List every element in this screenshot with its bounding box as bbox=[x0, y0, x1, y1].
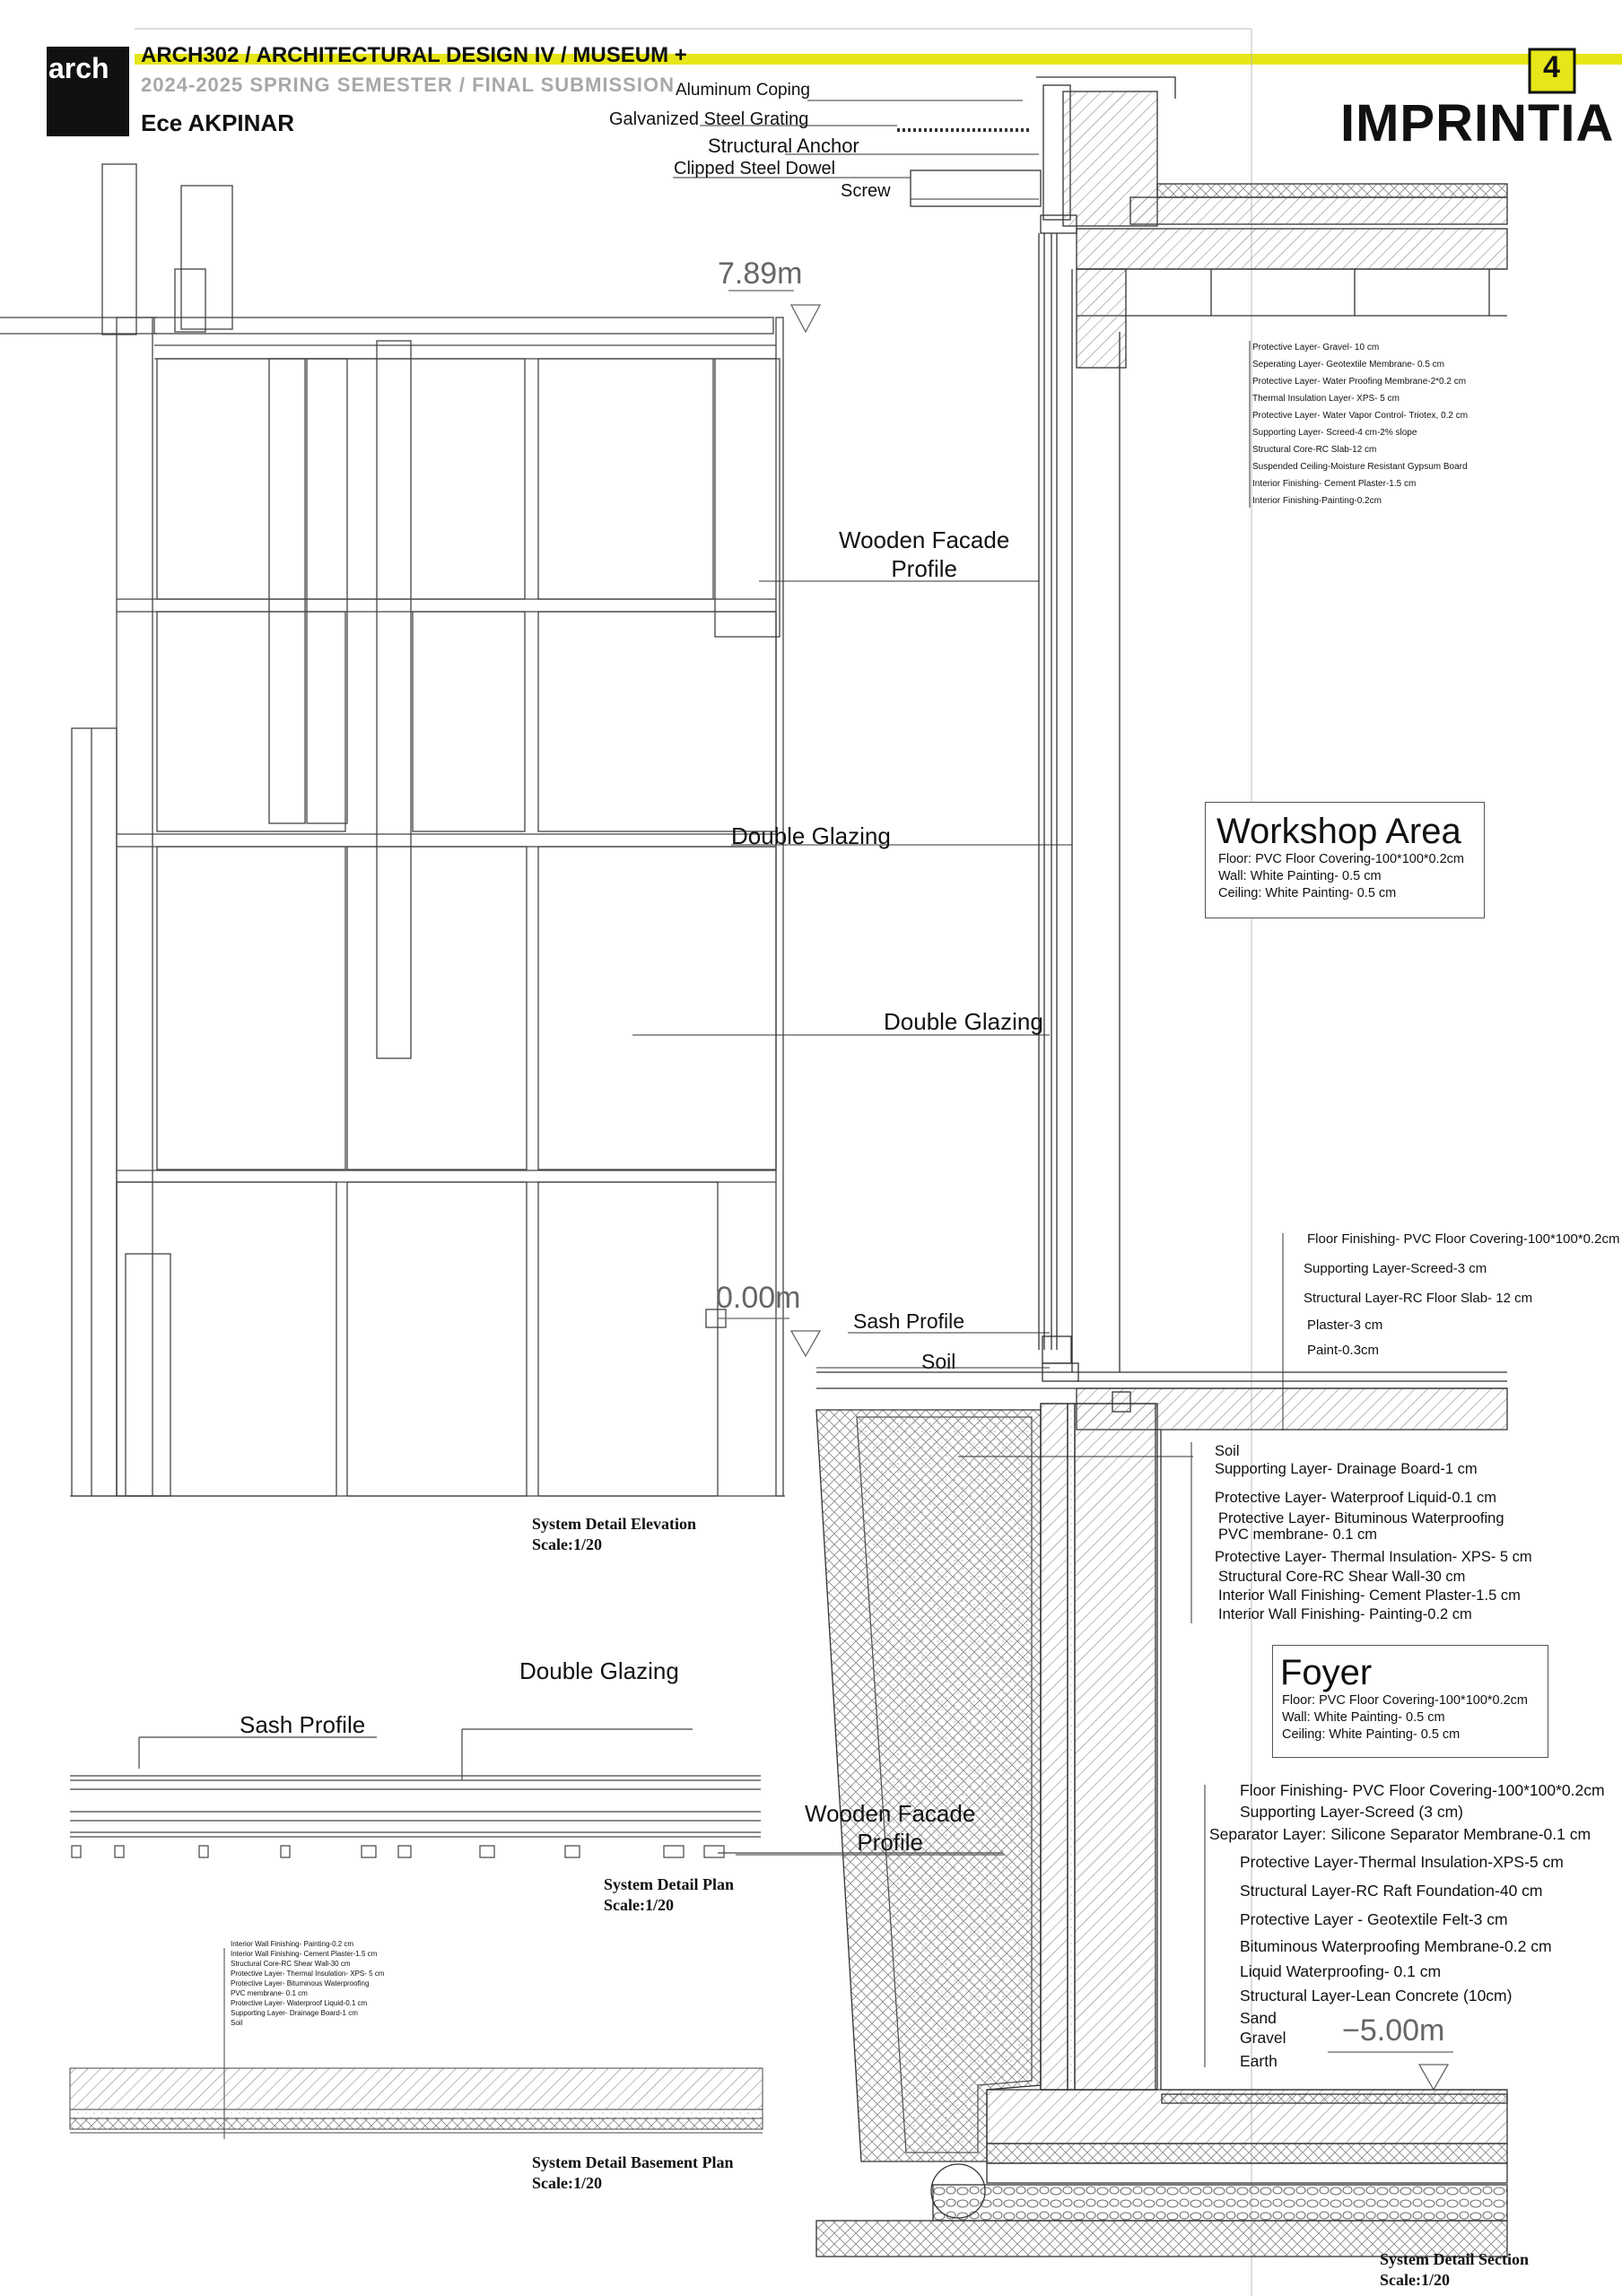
foyer-floor: Floor: PVC Floor Covering-100*100*0.2cm bbox=[1282, 1693, 1529, 1708]
project-name: IMPRINTIA bbox=[1340, 94, 1615, 152]
wall-layer: Protective Layer- Thermal Insulation- XPS- 5 cm bbox=[1215, 1549, 1532, 1565]
course-title: ARCH302 / ARCHITECTURAL DESIGN IV / MUSEUM + bbox=[141, 43, 687, 67]
title-basement: System Detail Basement Plan Scale:1/20 bbox=[532, 2153, 734, 2192]
workshop-area-box bbox=[1205, 802, 1485, 918]
ground-layer: Supporting Layer-Screed-3 cm bbox=[1304, 1261, 1487, 1276]
foyer-wall: Wall: White Painting- 0.5 cm bbox=[1282, 1710, 1445, 1725]
plan-label-wooden-facade: Wooden Facade Profile bbox=[805, 1800, 976, 1856]
roof-layer: Protective Layer- Water Proofing Membrane-2*0.2 cm bbox=[1252, 377, 1467, 387]
foundation-layer: Structural Layer-Lean Concrete (10cm) bbox=[1240, 1987, 1513, 2005]
label-wooden-facade-top: Wooden Facade Profile bbox=[839, 526, 1010, 582]
wall-layer: Structural Core-RC Shear Wall-30 cm bbox=[1218, 1569, 1466, 1585]
foyer-ceiling: Ceiling: White Painting- 0.5 cm bbox=[1282, 1727, 1461, 1742]
workshop-wall: Wall: White Painting- 0.5 cm bbox=[1218, 869, 1382, 883]
title-section: System Detail Section Scale:1/20 bbox=[1380, 2250, 1529, 2289]
workshop-ceiling: Ceiling: White Painting- 0.5 cm bbox=[1218, 886, 1397, 900]
basement-layer: Interior Wall Finishing- Cement Plaster-1.5 cm bbox=[231, 1950, 378, 1958]
ground-layer: Paint-0.3cm bbox=[1307, 1343, 1380, 1358]
basement-layers-list bbox=[231, 1939, 384, 2028]
ground-layer: Floor Finishing- PVC Floor Covering-100*100*0.2cm bbox=[1307, 1231, 1620, 1247]
roof-layer: Protective Layer- Water Vapor Control- Triotex, 0.2 cm bbox=[1252, 411, 1469, 421]
wall-layer: Supporting Layer- Drainage Board-1 cm bbox=[1215, 1461, 1478, 1477]
label-aluminum-coping: Aluminum Coping bbox=[676, 81, 810, 100]
roof-layer: Interior Finishing- Cement Plaster-1.5 cm bbox=[1252, 479, 1417, 489]
plan-label-double-glazing: Double Glazing bbox=[519, 1657, 679, 1684]
plan-label-sash-profile: Sash Profile bbox=[240, 1711, 366, 1738]
basement-layer: Soil bbox=[231, 2019, 243, 2027]
wall-layer: Soil bbox=[1215, 1443, 1240, 1459]
wall-layer: Protective Layer- Waterproof Liquid-0.1 cm bbox=[1215, 1490, 1496, 1506]
foundation-layers-list bbox=[1209, 1779, 1605, 2074]
wall-layer: Interior Wall Finishing- Painting-0.2 cm bbox=[1218, 1606, 1472, 1622]
basement-layer: Supporting Layer- Drainage Board-1 cm bbox=[231, 2009, 358, 2017]
label-sash-profile: Sash Profile bbox=[853, 1309, 965, 1333]
elevation-ground: 0.00m bbox=[716, 1281, 801, 1315]
roof-layer: Suspended Ceiling-Moisture Resistant Gypsum Board bbox=[1252, 462, 1468, 472]
title-elevation: System Detail Elevation Scale:1/20 bbox=[532, 1515, 696, 1553]
wall-layers-list bbox=[1215, 1444, 1532, 1624]
author-name: Ece AKPINAR bbox=[141, 109, 294, 136]
foundation-layer: Floor Finishing- PVC Floor Covering-100*100*0.2cm bbox=[1240, 1781, 1605, 1799]
workshop-title: Workshop Area bbox=[1216, 812, 1461, 851]
foundation-layer: Earth bbox=[1240, 2052, 1278, 2070]
basement-layer: Protective Layer- Thermal Insulation- XPS- 5 cm bbox=[231, 1970, 385, 1978]
basement-layer: Structural Core-RC Shear Wall-30 cm bbox=[231, 1960, 351, 1968]
ground-layer: Plaster-3 cm bbox=[1307, 1318, 1383, 1333]
wall-layer: Interior Wall Finishing- Cement Plaster-1.5 cm bbox=[1218, 1587, 1521, 1604]
foyer-box bbox=[1272, 1645, 1548, 1758]
label-double-glazing-2: Double Glazing bbox=[884, 1008, 1043, 1035]
roof-layer: Thermal Insulation Layer- XPS- 5 cm bbox=[1252, 394, 1400, 404]
ground-layer: Structural Layer-RC Floor Slab- 12 cm bbox=[1304, 1291, 1533, 1306]
basement-layer: Protective Layer- Bituminous Waterproofing bbox=[231, 1979, 370, 1987]
foundation-layer: Separator Layer: Silicone Separator Membrane-0.1 cm bbox=[1209, 1825, 1591, 1843]
title-plan: System Detail Plan Scale:1/20 bbox=[604, 1875, 734, 1914]
wall-layer: PVC membrane- 0.1 cm bbox=[1218, 1526, 1377, 1543]
foundation-layer: Protective Layer - Geotextile Felt-3 cm bbox=[1240, 1910, 1508, 1928]
roof-layer: Seperating Layer- Geotextile Membrane- 0.5 cm bbox=[1252, 360, 1444, 370]
label-galvanized-grating: Galvanized Steel Grating bbox=[609, 109, 809, 129]
logo bbox=[48, 52, 109, 85]
label-soil: Soil bbox=[921, 1350, 956, 1373]
label-screw: Screw bbox=[841, 181, 891, 201]
label-structural-anchor: Structural Anchor bbox=[708, 135, 859, 157]
elevation-top: 7.89m bbox=[718, 257, 803, 291]
workshop-floor: Floor: PVC Floor Covering-100*100*0.2cm bbox=[1218, 852, 1465, 866]
sheet-number: 4 bbox=[1543, 50, 1560, 84]
basement-layer: Interior Wall Finishing- Painting-0.2 cm bbox=[231, 1940, 354, 1948]
label-double-glazing-1: Double Glazing bbox=[731, 822, 891, 849]
roof-layers-list bbox=[1252, 339, 1468, 509]
label-clipped-dowel: Clipped Steel Dowel bbox=[674, 159, 836, 178]
wall-layer: Protective Layer- Bituminous Waterproofing bbox=[1218, 1510, 1504, 1526]
foundation-layer: Sand bbox=[1240, 2009, 1277, 2027]
foundation-layer: Supporting Layer-Screed (3 cm) bbox=[1240, 1803, 1463, 1821]
foundation-layer: Bituminous Waterproofing Membrane-0.2 cm bbox=[1240, 1937, 1552, 1955]
foundation-layer: Structural Layer-RC Raft Foundation-40 cm bbox=[1240, 1882, 1543, 1900]
roof-layer: Interior Finishing-Painting-0.2cm bbox=[1252, 496, 1382, 506]
roof-layer: Protective Layer- Gravel- 10 cm bbox=[1252, 343, 1380, 352]
foundation-layer: Liquid Waterproofing- 0.1 cm bbox=[1240, 1962, 1442, 1980]
elevation-basement: −5.00m bbox=[1342, 2013, 1445, 2048]
foundation-layer: Protective Layer-Thermal Insulation-XPS-5 cm bbox=[1240, 1853, 1564, 1871]
ground-layers-list bbox=[1286, 1224, 1620, 1363]
roof-layer: Supporting Layer- Screed-4 cm-2% slope bbox=[1252, 428, 1417, 438]
semester-title: 2024-2025 SPRING SEMESTER / FINAL SUBMISSION bbox=[141, 74, 675, 96]
foyer-title: Foyer bbox=[1280, 1653, 1373, 1692]
basement-layer: PVC membrane- 0.1 cm bbox=[231, 1989, 308, 1997]
basement-layer: Protective Layer- Waterproof Liquid-0.1 cm bbox=[231, 1999, 368, 2007]
foundation-layer: Gravel bbox=[1240, 2029, 1286, 2047]
logo-text: arch bbox=[48, 52, 109, 84]
roof-layer: Structural Core-RC Slab-12 cm bbox=[1252, 445, 1377, 455]
